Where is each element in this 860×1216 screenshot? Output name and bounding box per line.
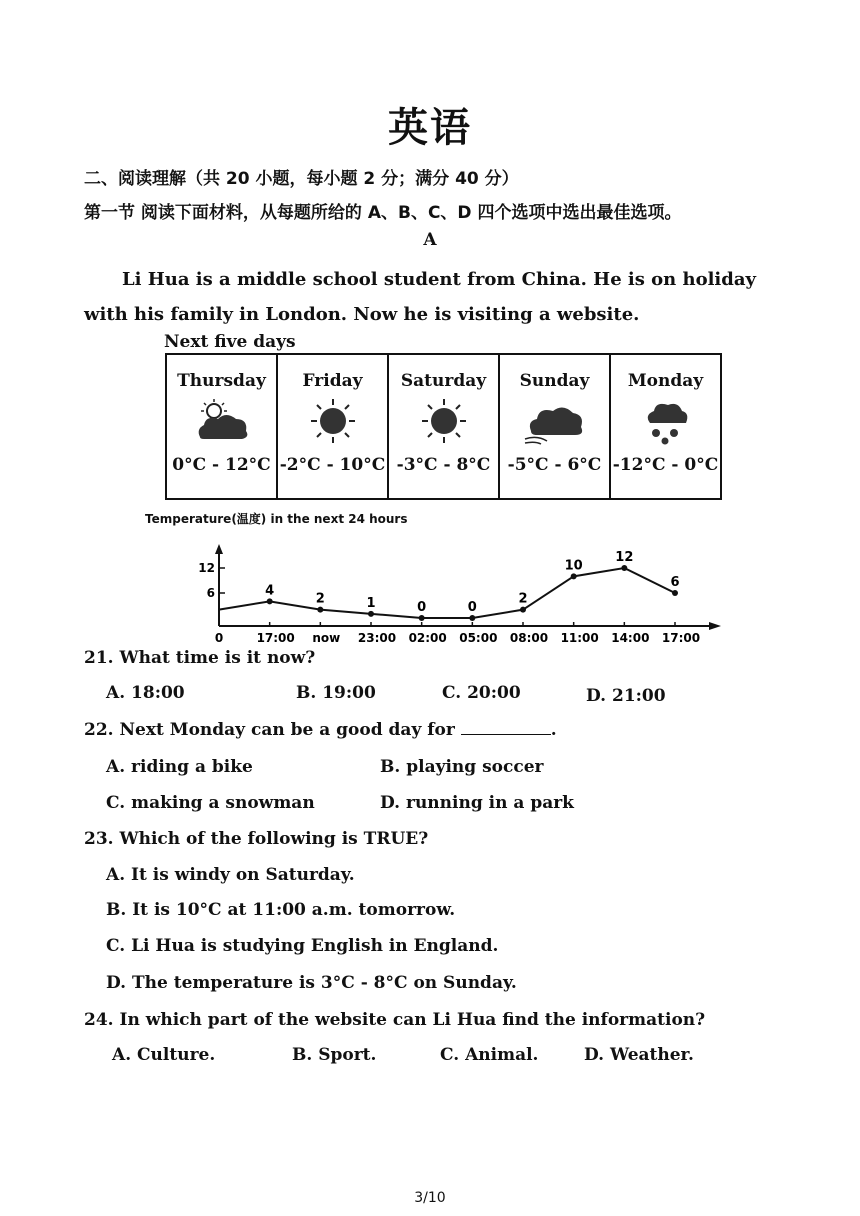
- temperature-line: [219, 568, 675, 618]
- x-tick-label: 17:00: [661, 631, 701, 644]
- sun-cloud-icon: [190, 397, 254, 445]
- option-23-d[interactable]: D. The temperature is 3°C - 8°C on Sunday.: [106, 973, 517, 993]
- intro-paragraph: Li Hua is a middle school student from China. He is on holiday with his family in London. Now he is visiting a website.: [84, 269, 756, 325]
- option-22-c[interactable]: C. making a snowman: [106, 793, 315, 813]
- data-label: 4: [265, 583, 275, 599]
- option-22-a[interactable]: A. riding a bike: [106, 757, 253, 777]
- question-22: 22. Next Monday can be a good day for .: [84, 720, 557, 740]
- data-point: [621, 565, 627, 571]
- section-heading: 二、阅读理解（共 20 小题，每小题 2 分；满分 40 分）: [84, 169, 519, 189]
- option-23-b[interactable]: B. It is 10°C at 11:00 a.m. tomorrow.: [106, 900, 456, 920]
- data-point: [317, 607, 323, 613]
- x-tick-label: 0: [214, 631, 224, 644]
- data-point: [520, 607, 526, 613]
- temp-range: -2°C - 10°C: [279, 455, 386, 475]
- option-24-d[interactable]: D. Weather.: [584, 1045, 694, 1065]
- data-label: 6: [670, 575, 680, 590]
- forecast-day: [388, 354, 499, 499]
- data-label: 2: [315, 591, 325, 607]
- day-name: Saturday: [400, 371, 487, 391]
- data-label: 12: [615, 550, 634, 565]
- page-title: 英语: [388, 105, 472, 151]
- x-tick-label: 11:00: [560, 631, 599, 644]
- y-tick-label: 12: [198, 561, 215, 575]
- forecast-day: [277, 354, 388, 499]
- forecast-heading: Next five days: [164, 332, 296, 352]
- x-axis-arrow: [709, 622, 721, 630]
- data-point: [419, 615, 425, 621]
- y-tick-label: 6: [206, 586, 215, 600]
- y-axis-arrow: [215, 544, 223, 554]
- x-tick-label: 08:00: [509, 631, 549, 644]
- temp-range: -5°C - 6°C: [507, 455, 602, 475]
- option-22-d[interactable]: D. running in a park: [380, 793, 574, 813]
- data-point: [267, 598, 273, 604]
- question-21: 21. What time is it now?: [84, 648, 316, 668]
- sun-icon: [301, 397, 365, 445]
- option-24-c[interactable]: C. Animal.: [440, 1045, 539, 1065]
- forecast-table: [165, 353, 722, 500]
- option-21-a[interactable]: A. 18:00: [106, 683, 185, 703]
- option-24-a[interactable]: A. Culture.: [112, 1045, 216, 1065]
- passage-label: A: [423, 230, 437, 250]
- data-point: [368, 611, 374, 617]
- temperature-chart: [195, 538, 735, 644]
- data-point: [672, 590, 678, 596]
- snow-icon: [634, 397, 698, 445]
- wind-cloud-icon: [523, 397, 587, 445]
- day-name: Monday: [627, 371, 704, 391]
- temp-range: -3°C - 8°C: [396, 455, 491, 475]
- x-tick-label: 02:00: [408, 631, 447, 644]
- option-23-a[interactable]: A. It is windy on Saturday.: [106, 865, 355, 885]
- question-24: 24. In which part of the website can Li Hua find the information?: [84, 1010, 706, 1030]
- x-tick-label: 05:00: [459, 631, 498, 644]
- data-label: 0: [417, 600, 427, 615]
- option-21-b[interactable]: B. 19:00: [296, 683, 376, 703]
- temp-range: 0°C - 12°C: [172, 455, 271, 475]
- x-tick-label: 14:00: [611, 631, 650, 644]
- page-number: 3/10: [414, 1190, 446, 1206]
- part-heading: 第一节 阅读下面材料，从每题所给的 A、B、C、D 四个选项中选出最佳选项。: [84, 203, 682, 223]
- option-21-c[interactable]: C. 20:00: [442, 683, 521, 703]
- temp-range: -12°C - 0°C: [612, 455, 719, 475]
- data-label: 0: [467, 600, 477, 615]
- day-name: Friday: [302, 371, 363, 391]
- option-24-b[interactable]: B. Sport.: [292, 1045, 377, 1065]
- chart-label: Temperature(温度) in the next 24 hours: [145, 512, 408, 526]
- answer-blank[interactable]: [461, 720, 551, 735]
- option-21-d[interactable]: D. 21:00: [586, 686, 666, 706]
- data-point: [571, 573, 577, 579]
- forecast-day: [499, 354, 610, 499]
- option-23-c[interactable]: C. Li Hua is studying English in England.: [106, 936, 499, 956]
- day-name: Thursday: [177, 371, 266, 391]
- option-22-b[interactable]: B. playing soccer: [380, 757, 544, 777]
- x-tick-label: now: [312, 631, 341, 644]
- question-23: 23. Which of the following is TRUE?: [84, 829, 429, 849]
- x-tick-label: 23:00: [357, 631, 397, 644]
- data-label: 1: [366, 595, 376, 611]
- x-tick-label: 17:00: [256, 631, 295, 644]
- data-label: 10: [564, 558, 583, 574]
- data-label: 2: [518, 591, 528, 607]
- forecast-day: [166, 354, 277, 499]
- day-name: Sunday: [519, 371, 590, 391]
- data-point: [469, 615, 475, 621]
- forecast-day: [610, 354, 721, 499]
- sun-icon: [412, 397, 476, 445]
